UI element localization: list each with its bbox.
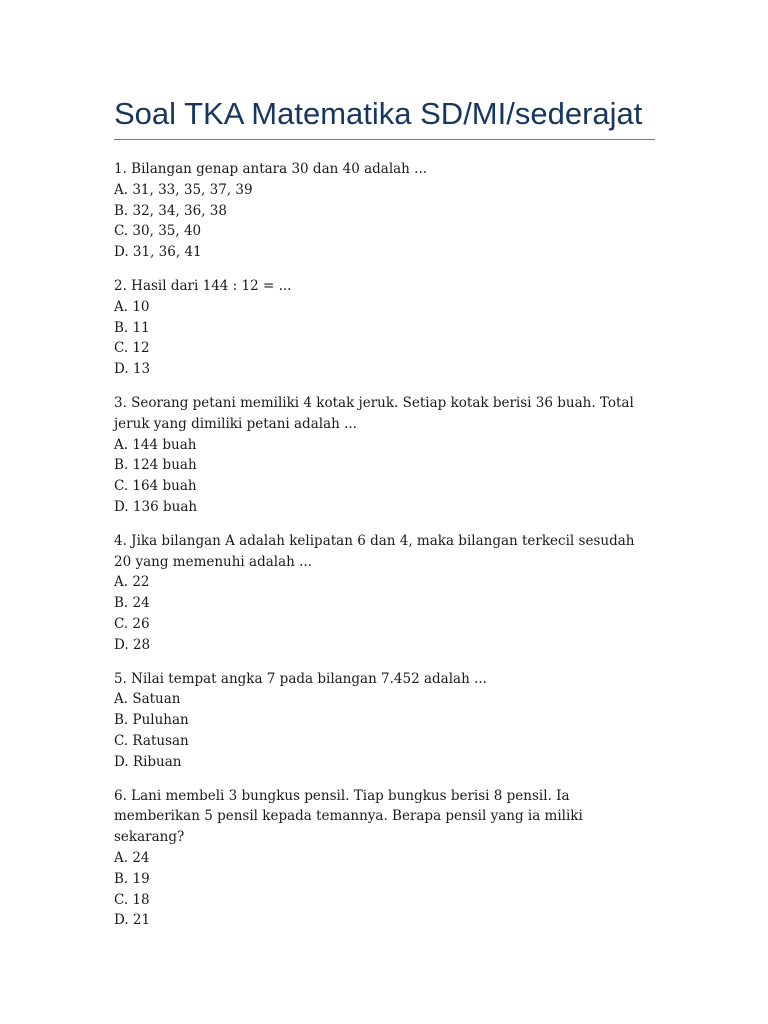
option-a: A. 24 [114,849,150,866]
option-a: A. 22 [114,574,150,591]
title-divider [114,139,655,140]
option-d: D. 13 [114,361,151,378]
option-c: C. Ratusan [114,732,189,749]
question-text: 4. Jika bilangan A adalah kelipatan 6 dan 4, maka bilangan terkecil sesudah 20 yang memenuhi adalah ... [114,532,635,570]
document-title: Soal TKA Matematika SD/MI/sederajat [114,96,643,131]
option-d: D. 28 [114,636,151,653]
option-a: A. 10 [114,298,150,315]
option-d: D. Ribuan [114,753,182,770]
question-6 [114,786,655,932]
question-text: 3. Seorang petani memiliki 4 kotak jeruk. Setiap kotak berisi 36 buah. Total jeruk yang dimiliki petani adalah ... [114,394,634,432]
option-a: A. Satuan [114,691,181,708]
question-3 [114,393,655,518]
question-text: 5. Nilai tempat angka 7 pada bilangan 7.452 adalah ... [114,670,487,687]
option-b: B. Puluhan [114,712,189,729]
option-b: B. 32, 34, 36, 38 [114,202,227,219]
question-list [114,159,655,944]
question-2 [114,276,655,380]
option-b: B. 11 [114,319,150,336]
option-c: C. 18 [114,891,150,908]
option-d: D. 136 buah [114,498,198,515]
question-4 [114,531,655,656]
option-b: B. 24 [114,595,150,612]
option-c: C. 12 [114,340,150,357]
question-5 [114,669,655,773]
option-a: A. 31, 33, 35, 37, 39 [114,181,253,198]
option-c: C. 30, 35, 40 [114,223,202,240]
option-b: B. 19 [114,870,150,887]
question-text: 6. Lani membeli 3 bungkus pensil. Tiap bungkus berisi 8 pensil. Ia memberikan 5 pensil kepada temannya. Berapa pensil yang ia miliki sekarang? [114,787,583,846]
option-c: C. 164 buah [114,478,197,495]
option-d: D. 21 [114,912,151,929]
option-c: C. 26 [114,615,150,632]
question-text: 2. Hasil dari 144 : 12 = ... [114,277,292,294]
option-d: D. 31, 36, 41 [114,244,202,261]
question-text: 1. Bilangan genap antara 30 dan 40 adalah ... [114,161,428,177]
option-b: B. 124 buah [114,457,197,474]
option-a: A. 144 buah [114,436,197,453]
question-1 [114,159,655,263]
